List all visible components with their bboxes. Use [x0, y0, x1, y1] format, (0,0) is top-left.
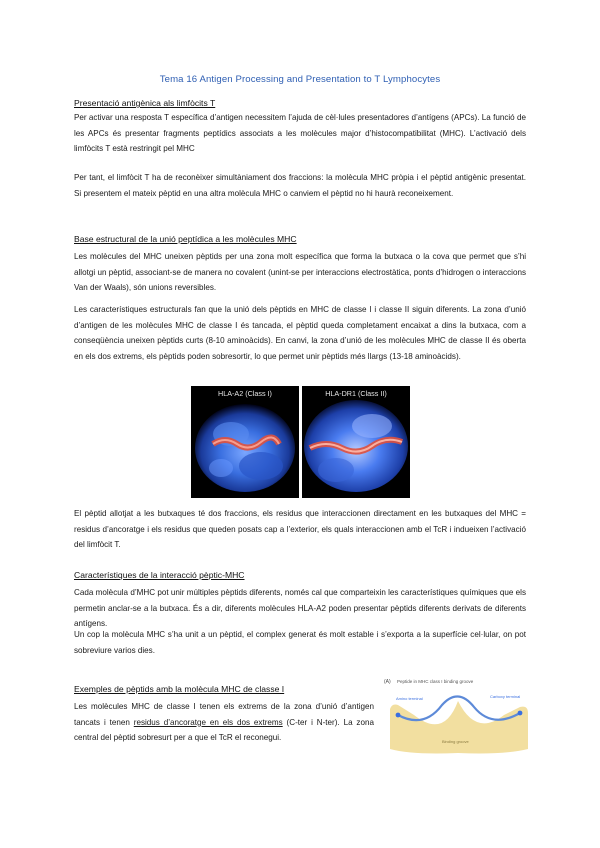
class-i-text-c: (C-ter i N-ter). La zona central del pèptid sobresurt per a que el TcR el reconegui.: [74, 717, 374, 743]
hla-a2-panel: [191, 386, 299, 498]
paragraph-complex-stability: Un cop la molècula MHC s’ha unit a un pèptid, el complex generat és molt estable i s’exporta a la superfície cel·lular, on pot sobreviure varios dies.: [74, 630, 526, 655]
hla-a2-label: HLA-A2 (Class I): [218, 389, 272, 398]
inset-caption: Peptide in MHC class I binding groove: [397, 679, 474, 684]
section-heading-antigen-presentation: Presentació antigènica als limfòcits T: [74, 98, 216, 108]
inset-label-carboxy: Carboxy terminal: [490, 694, 521, 699]
paragraph-binding-pocket: Les molècules del MHC uneixen pèptids per una zona molt específica que forma la butxaca o la cova que permet que s’hi allotgi un pèptid, associant-se de manera no covalent (unint-se per interaccions electrostàtica, ponts d’hidrogen o interaccions Van der Waals), són unions reversibles.: [74, 252, 526, 293]
paragraph-dual-recognition: Per tant, el limfòcit T ha de reconèixer simultàniament dos fraccions: la molècula MHC pròpia i el pèptid antigènic presentat. Si presentem el mateix pèptid en una altra molècula MHC o canviem el pèptid no hi haurà reconeixement.: [74, 173, 526, 198]
hla-dr1-label: HLA-DR1 (Class II): [325, 389, 387, 398]
hla-dr1-panel: [302, 386, 410, 498]
section-heading-structural-basis: Base estructural de la unió peptídica a les molècules MHC: [74, 234, 297, 244]
class-i-text-a: Les molècules MHC de classe I tenen els extrems de la zona d’unió d’antigen tancats i tenen: [74, 702, 374, 727]
paragraph-class-differences: Les característiques estructurals fan que la unió dels pèptids en MHC de classe I i classe II siguin diferents. La zona d’unió d’antigen de les molècules MHC de classe I és tancada, el pèptid queda completament encaixat a dins la butxaca, com a conseqüència uneixen pèptids curts (8-10 aminoàcids). En canvi, la zona d’unió de les molècules MHC de classe II és oberta en els dos extrems, els pèptids poden sobresortir, lo que permet unir pèptids més llargs (13-18 aminoàcids).: [74, 305, 526, 361]
hla-dr1-structure-image: [302, 386, 410, 498]
inset-tag: (A): [384, 679, 391, 685]
peptide-groove-diagram: [384, 679, 532, 759]
paragraph-anchor-residues: El pèptid allotjat a les butxaques té dos fraccions, els residus que interaccionen directament en les butxaques del MHC = residus d’ancoratge i els residus que queden posats cap a l’exterior, els quals interaccionen amb el TcR i indueixen l’activació del limfòcit T.: [74, 509, 526, 550]
inset-label-amino: Amino terminal: [396, 696, 423, 701]
inset-label-groove: Binding groove: [442, 739, 469, 744]
paragraph-apcs: Per activar una resposta T específica d’antigen necessitem l’ajuda de cèl·lules presentadores d’antígens (APCs). La funció de les APCs és presentar fragments peptídics associats a les molècules major d’histocompatibilitat (MHC). L’activació dels limfòcits T està restringit pel MHC: [74, 113, 526, 154]
section-heading-interaction-features: Característiques de la interacció pèptic-MHC: [74, 570, 245, 580]
anchor-residues-emphasis: residus d’ancoratge en els dos extrems: [133, 717, 283, 727]
section-heading-class-i-examples: Exemples de pèptids amb la molècula MHC de classe I: [74, 684, 285, 694]
mhc-structure-figure: [191, 386, 410, 498]
paragraph-multiple-peptides: Cada molècula d’MHC pot unir múltiples pèptids diferents, només cal que comparteixin les característiques químiques que els permetin anclar-se a la butxaca. És a dir, diferents molècules HLA-A2 poden presentar pèptids diferents derivats de diferents antígens.: [74, 588, 526, 629]
hla-a2-structure-image: [191, 386, 299, 498]
paragraph-class-i-peptides: [74, 699, 374, 746]
peptide-groove-inset: [384, 679, 532, 759]
document-title: Tema 16 Antigen Processing and Presentation to T Lymphocytes: [159, 74, 441, 85]
